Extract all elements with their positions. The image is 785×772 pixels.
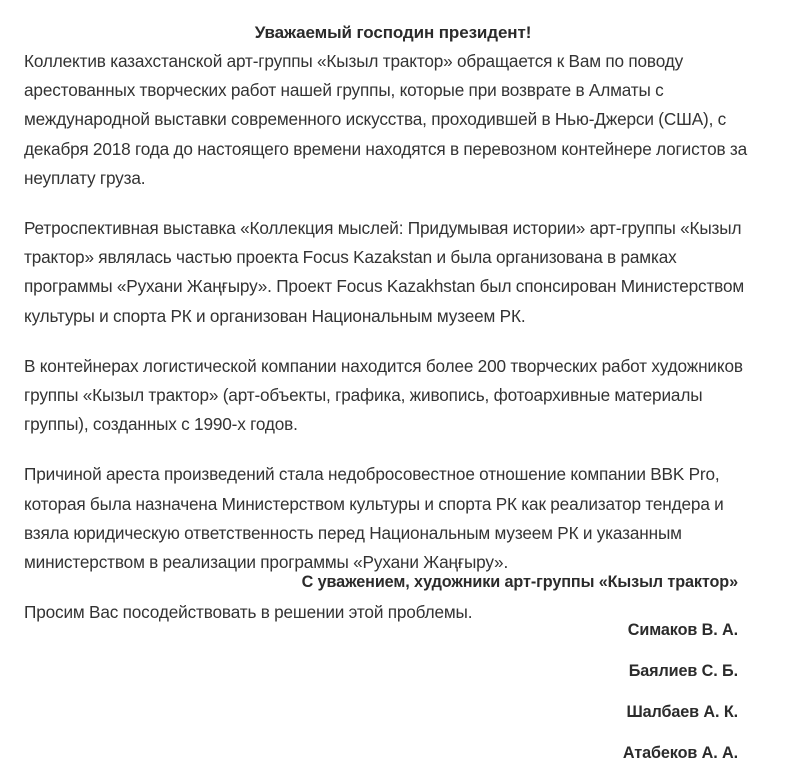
signature-block (24, 570, 738, 765)
letter-paragraph-3: В контейнерах логистической компании находится более 200 творческих работ художников группы «Кызыл трактор» (арт-объекты, графика, живопись, фотоархивные материалы группы), созданных с 1990-х годов. (24, 355, 743, 435)
signature-name-list (24, 618, 738, 765)
signature-name-3: Шалбаев А. К. (626, 703, 738, 721)
letter-paragraph-1: Коллектив казахстанской арт-группы «Кызыл трактор» обращается к Вам по поводу арестованных творческих работ нашей группы, которые при возврате в Алматы с международной выставки современного искусства, проходившей в Нью-Джерси (США), с декабря 2018 года до настоящего времени находятся в перевозном контейнере логистов за неуплату груза. (24, 51, 748, 188)
letter-paragraph-2: Ретроспективная выставка «Коллекция мыслей: Придумывая истории» арт-группы «Кызыл трактор» являлась частью проекта Focus Kazakstan и была организована в рамках программы «Рухани Жаңғыру». Проект Focus Kazakhstan был спонсирован Министерством культуры и спорта РК и организован Национальным музеем РК. (24, 218, 745, 326)
signature-name-4: Атабеков А. А. (622, 744, 738, 762)
page-title: Уважаемый господин президент! (254, 23, 532, 43)
signature-closing: С уважением, художники арт-группы «Кызыл трактор» (301, 573, 738, 591)
signature-name-1: Симаков В. А. (627, 621, 738, 639)
letter-paragraph-4: Причиной ареста произведений стала недобросовестное отношение компании BBK Pro, которая была назначена Министерством культуры и спорта РК как реализатор тендера и взяла юридическую ответственность перед Национальным музеем РК и указанным министерством в реализации программы «Рухани Жаңғыру». (24, 464, 724, 573)
signature-name-2: Баялиев С. Б. (628, 662, 738, 680)
letter-body (24, 47, 762, 627)
letter-paragraph-5: Просим Вас посодействовать в решении этой проблемы. (24, 602, 473, 623)
